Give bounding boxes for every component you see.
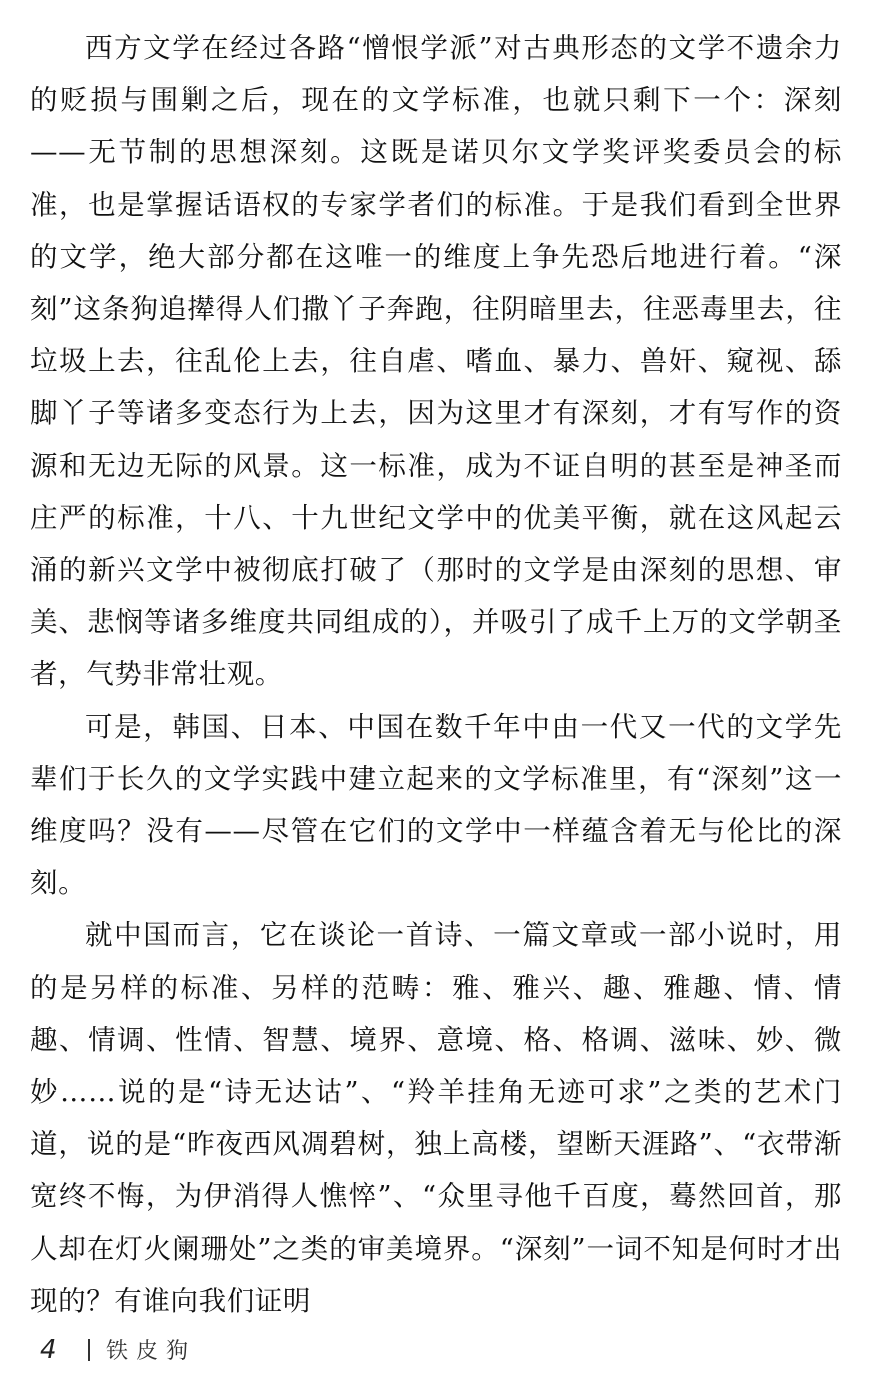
running-title: 铁皮狗 — [106, 1339, 197, 1364]
page-number: 4 — [40, 1334, 57, 1365]
page-body — [30, 22, 842, 1327]
paragraph-1: 西方文学在经过各路“憎恨学派”对古典形态的文学不遗余力的贬损与围剿之后，现在的文学标准，也就只剩下一个：深刻——无节制的思想深刻。这既是诺贝尔文学奖评奖委员会的标准，也是掌握话语权的专家学者们的标准。于是我们看到全世界的文学，绝大部分都在这唯一的维度上争先恐后地进行着。“深刻”这条狗追撵得人们撒丫子奔跑，往阴暗里去，往恶毒里去，往垃圾上去，往乱伦上去，往自虐、嗜血、暴力、兽奸、窥视、舔脚丫子等诸多变态行为上去，因为这里才有深刻，才有写作的资源和无边无际的风景。这一标准，成为不证自明的甚至是神圣而庄严的标准，十八、十九世纪文学中的优美平衡，就在这风起云涌的新兴文学中被彻底打破了（那时的文学是由深刻的思想、审美、悲悯等诸多维度共同组成的），并吸引了成千上万的文学朝圣者，气势非常壮观。 — [30, 32, 842, 691]
paragraph-2: 可是，韩国、日本、中国在数千年中由一代又一代的文学先辈们于长久的文学实践中建立起来的文学标准里，有“深刻”这一维度吗？没有——尽管在它们的文学中一样蕴含着无与伦比的深刻。 — [30, 710, 842, 900]
footer-divider — [88, 1339, 90, 1361]
page-footer — [40, 1334, 196, 1365]
paragraph-3: 就中国而言，它在谈论一首诗、一篇文章或一部小说时，用的是另样的标准、另样的范畴：雅、雅兴、趣、雅趣、情、情趣、情调、性情、智慧、境界、意境、格、格调、滋味、妙、微妙……说的是“诗无达诂”、“羚羊挂角无迹可求”之类的艺术门道，说的是“昨夜西风凋碧树，独上高楼，望断天涯路”、“衣带渐宽终不悔，为伊消得人憔悴”、“众里寻他千百度，蓦然回首，那人却在灯火阑珊处”之类的审美境界。“深刻”一词不知是何时才出现的？有谁向我们证明 — [30, 919, 842, 1317]
